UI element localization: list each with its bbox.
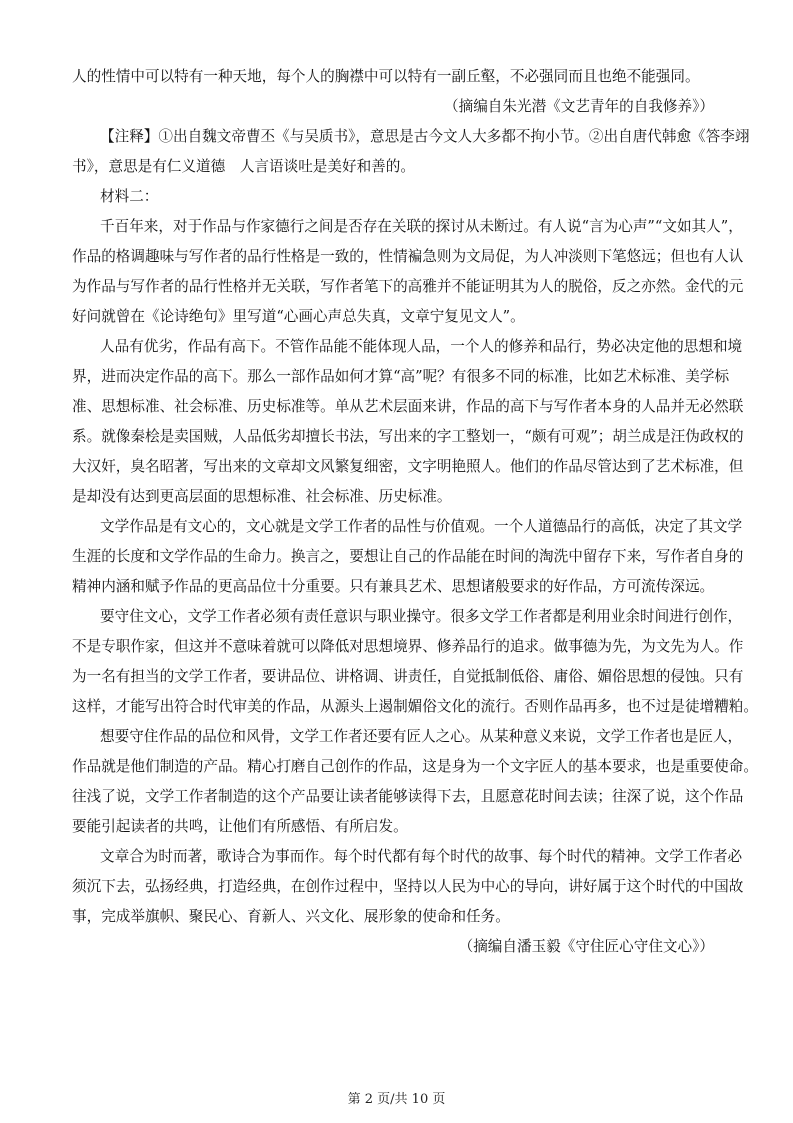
material-label: 材料二： [100,188,159,205]
paragraph-line: 往浅了说，文学工作者制造的这个产品要让读者能够读得下去，且愿意花时间去读；往深了说，这个作品 [72,788,744,805]
paragraph-line: 这样，才能写出符合时代审美的作品，从源头上遏制媚俗文化的流行。否则作品再多，也不过是徒增糟粕。 [72,698,758,715]
paragraph-line: 为一名有担当的文学工作者，要讲品位、讲格调、讲责任，自觉抵制低俗、庸俗、媚俗思想的侵蚀。只有 [72,668,744,685]
paragraph-line: 不是专职作家，但这并不意味着就可以降低对思想境界、修养品行的追求。做事德为先，为文先为人。作 [72,638,744,655]
paragraph-line: 生涯的长度和文学作品的生命力。换言之，要想让自己的作品能在时间的淘洗中留存下来，写作者自身的 [72,548,744,565]
paragraph-line: 事，完成举旗帜、聚民心、育新人、兴文化、展形象的使命和任务。 [72,908,510,925]
paragraph-5 [72,722,758,842]
paragraph-line: 文章合为时而著，歌诗合为事而作。每个时代都有每个时代的故事、每个时代的精神。文学工作者必 [100,848,743,865]
paragraph-line: 要守住文心，文学工作者必须有责任意识与职业操守。很多文学工作者都是利用业余时间进行创作， [100,608,743,625]
paragraph-6 [72,842,744,932]
paragraph-line: 须沉下去，弘扬经典，打造经典，在创作过程中，坚持以人民为中心的导向，讲好属于这个时代的中国故 [72,878,744,895]
paragraph-line: 好问就曾在《论诗绝句》里写道“心画心声总失真，文章宁复见文人”。 [72,308,525,325]
paragraph-line: 文学作品是有文心的，文心就是文学工作者的品性与价值观。一个人道德品行的高低，决定了其文学 [100,518,743,535]
paragraph-4 [72,602,758,722]
intro-line: 人的性情中可以特有一种天地，每个人的胸襟中可以特有一副丘壑，不必强同而且也绝不能强同。 [72,68,700,85]
paragraph-line: 千百年来，对于作品与作家德行之间是否存在关联的探讨从未断过。有人说“言为心声”“文如其人”， [100,218,743,235]
paragraph-line: 界，进而决定作品的高下。那么一部作品如何才算“高”呢？有很多不同的标准，比如艺术标准、美学标 [72,368,730,385]
paragraph-1 [72,212,744,332]
source-citation-1: （摘编自朱光潜《文艺青年的自我修养》） [444,98,714,115]
paragraph-2 [72,332,744,512]
paragraph-line: 作品的格调趣味与写作者的品行性格是一致的，性情褊急则为文局促，为人冲淡则下笔悠远；但也有人认 [72,248,744,265]
paragraph-line: 为作品与写作者的品行性格并无关联，写作者笔下的高雅并不能证明其为人的脱俗，反之亦然。金代的元 [72,278,744,295]
page-footer: 第 2 页/共 10 页 [347,1092,446,1107]
paragraph-line: 准、思想标准、社会标准、历史标准等。单从艺术层面来讲，作品的高下与写作者本身的人品并无必然联 [72,398,744,415]
paragraph-line: 精神内涵和赋予作品的更高品位十分重要。只有兼具艺术、思想诸般要求的好作品，方可流传深远。 [72,578,715,595]
paragraph-line: 大汉奸，臭名昭著，写出来的文章却文风繁复细密，文字明艳照人。他们的作品尽管达到了艺术标准，但 [72,458,744,475]
paragraph-line: 是却没有达到更高层面的思想标准、社会标准、历史标准。 [72,488,452,505]
source-citation-2: （摘编自潘玉毅《守住匠心守住文心》） [458,938,714,955]
paragraph-line: 作品就是他们制造的产品。精心打磨自己创作的作品，这是身为一个文字匠人的基本要求，也是重要使命。 [72,758,758,775]
note-line-2: 书》，意思是有仁义道德 人言语谈吐是美好和善的。 [72,158,415,175]
paragraph-line: 人品有优劣，作品有高下。不管作品能不能体现人品，一个人的修养和品行，势必决定他的思想和境 [100,338,743,355]
paragraph-3 [72,512,744,602]
note-line-1: 【注释】①出自魏文帝曹丕《与吴质书》，意思是古今文人大多都不拘小节。②出自唐代韩愈《答李翊 [100,128,750,145]
paragraph-line: 想要守住作品的品位和风骨，文学工作者还要有匠人之心。从某种意义来说，文学工作者也是匠人， [100,728,743,745]
document-body [72,62,758,962]
paragraph-line: 系。就像秦桧是卖国贼，人品低劣却擅长书法，写出来的字工整划一，“颇有可观”；胡兰成是汪伪政权的 [72,428,744,445]
paragraph-line: 要能引起读者的共鸣，让他们有所感悟、有所启发。 [72,818,408,835]
